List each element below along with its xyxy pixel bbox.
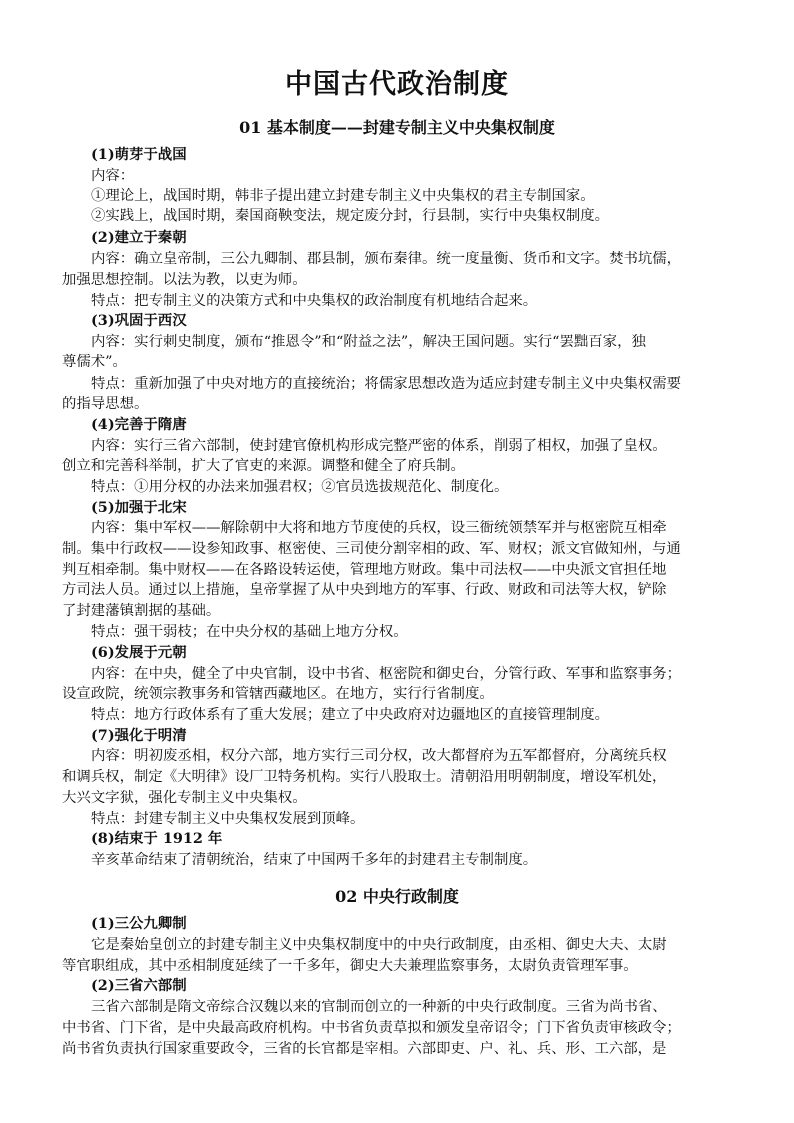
subsection-heading: (2)建立于秦朝 bbox=[91, 229, 187, 246]
paragraph-line: 尊儒术”。 bbox=[62, 354, 127, 370]
paragraph-line: 加强思想控制。以法为教，以吏为师。 bbox=[62, 272, 307, 288]
subsection-heading: (1)三公九卿制 bbox=[91, 915, 187, 932]
paragraph-line: 等官职组成，其中丞相制度延续了一千多年，御史大夫兼理监察事务，太尉负责管理军事。 bbox=[62, 958, 638, 974]
paragraph-line: 内容：在中央，健全了中央官制，设中书省、枢密院和御史台，分管行政、军事和监察事务； bbox=[91, 666, 682, 682]
paragraph-line: 和调兵权，制定《大明律》设厂卫特务机构。实行八股取士。清朝沿用明朝制度，增设军机处， bbox=[62, 769, 667, 785]
subsection-heading: (1)萌芽于战国 bbox=[91, 146, 187, 163]
paragraph-line: 尚书省负责执行国家重要政令，三省的长官都是宰相。六部即吏、户、礼、兵、形、工六部，是 bbox=[62, 1041, 667, 1057]
paragraph-line: 判互相牵制。集中财权——在各路设转运使，管理地方财政。集中司法权——中央派文官担任地 bbox=[62, 562, 667, 578]
paragraph-line: 的指导思想。 bbox=[62, 396, 149, 412]
subsection-heading: (3)巩固于西汉 bbox=[91, 312, 187, 329]
paragraph-line: 中书省、门下省，是中央最高政府机构。中书省负责草拟和颁发皇帝诏令；门下省负责审核政令； bbox=[62, 1020, 681, 1036]
paragraph-line: 特点：重新加强了中央对地方的直接统治；将儒家思想改造为适应封建专制主义中央集权需要 bbox=[91, 376, 682, 392]
section-title-basic-system: 01 基本制度——封建专制主义中央集权制度 bbox=[239, 118, 555, 137]
subsection-heading: (8)结束于 1912 年 bbox=[91, 830, 223, 847]
paragraph-line: 内容： bbox=[91, 168, 135, 184]
paragraph-line: 内容：实行刺史制度，颁布“推恩令”和“附益之法”，解决王国问题。实行“罢黜百家，独 bbox=[91, 334, 646, 350]
paragraph-line: 内容：实行三省六部制，使封建官僚机构形成完整严密的体系，削弱了相权，加强了皇权。 bbox=[91, 438, 667, 454]
subsection-heading: (6)发展于元朝 bbox=[91, 644, 187, 661]
page-title: 中国古代政治制度 bbox=[285, 69, 509, 100]
paragraph-line: 内容：集中军权——解除朝中大将和地方节度使的兵权，设三衙统领禁军并与枢密院互相牵 bbox=[91, 520, 667, 536]
paragraph-line: 特点：把专制主义的决策方式和中央集权的政治制度有机地结合起来。 bbox=[91, 293, 538, 309]
paragraph-line: 特点：地方行政体系有了重大发展；建立了中央政府对边疆地区的直接管理制度。 bbox=[91, 707, 610, 723]
section-title-central-administration: 02 中央行政制度 bbox=[335, 887, 459, 906]
paragraph-line: 内容：确立皇帝制，三公九卿制、郡县制，颁布秦律。统一度量衡、货币和文字。焚书坑儒， bbox=[91, 251, 682, 267]
paragraph-line: ①理论上，战国时期，韩非子提出建立封建专制主义中央集权的君主专制国家。 bbox=[91, 188, 595, 204]
paragraph-line: 创立和完善科举制，扩大了官吏的来源。调整和健全了府兵制。 bbox=[62, 458, 465, 474]
paragraph-line: 特点：封建专制主义中央集权发展到顶峰。 bbox=[91, 811, 365, 827]
paragraph-line: 大兴文字狱，强化专制主义中央集权。 bbox=[62, 790, 307, 806]
paragraph-line: 了封建藩镇割据的基础。 bbox=[62, 603, 221, 619]
paragraph-line: 三省六部制是隋文帝综合汉魏以来的官制而创立的一种新的中央行政制度。三省为尚书省、 bbox=[91, 999, 667, 1015]
paragraph-line: ②实践上，战国时期，秦国商鞅变法，规定废分封，行县制，实行中央集权制度。 bbox=[91, 208, 610, 224]
paragraph-line: 辛亥革命结束了清朝统治，结束了中国两千多年的封建君主专制制度。 bbox=[91, 852, 538, 868]
subsection-heading: (4)完善于隋唐 bbox=[91, 416, 187, 433]
subsection-heading: (5)加强于北宋 bbox=[91, 499, 187, 516]
subsection-heading: (7)强化于明清 bbox=[91, 727, 187, 744]
paragraph-line: 方司法人员。通过以上措施，皇帝掌握了从中央到地方的军事、行政、财政和司法等大权，铲除 bbox=[62, 582, 667, 598]
paragraph-line: 内容：明初废丞相，权分六部，地方实行三司分权，改大都督府为五军都督府，分离统兵权 bbox=[91, 748, 667, 764]
paragraph-line: 特点：①用分权的办法来加强君权；②官员选拔规范化、制度化。 bbox=[91, 479, 509, 495]
paragraph-line: 特点：强干弱枝；在中央分权的基础上地方分权。 bbox=[91, 624, 408, 640]
paragraph-line: 制。集中行政权——设参知政事、枢密使、三司使分割宰相的政、军、财权；派文官做知州，与通 bbox=[62, 541, 681, 557]
paragraph-line: 它是秦始皇创立的封建专制主义中央集权制度中的中央行政制度，由丞相、御史大夫、太尉 bbox=[91, 937, 667, 953]
subsection-heading: (2)三省六部制 bbox=[91, 977, 187, 994]
paragraph-line: 设宣政院，统领宗教事务和管辖西藏地区。在地方，实行行省制度。 bbox=[62, 686, 494, 702]
